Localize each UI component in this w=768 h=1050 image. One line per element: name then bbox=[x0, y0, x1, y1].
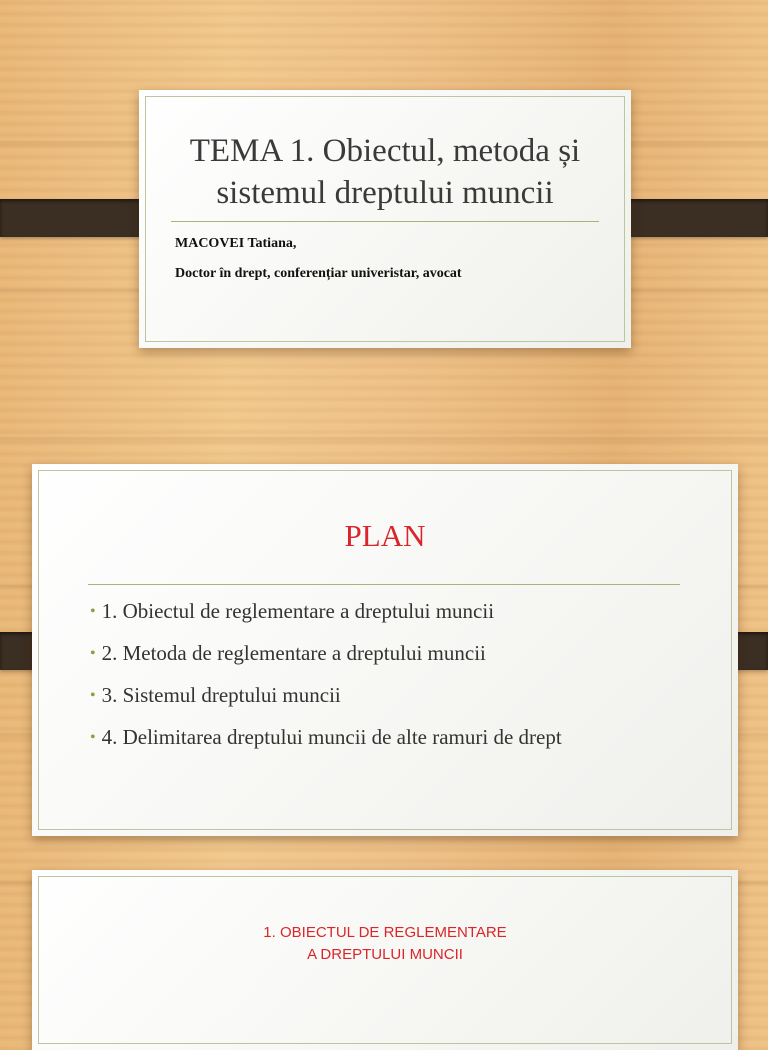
title-divider bbox=[171, 221, 599, 222]
title-line-1: TEMA 1. Obiectul, metoda și bbox=[189, 133, 581, 169]
strap-left-1 bbox=[0, 199, 154, 237]
heading-line-2: A DREPTULUI MUNCII bbox=[307, 946, 463, 963]
bullet-icon: • bbox=[90, 687, 96, 704]
plan-item-text: 2. Metoda de reglementare a dreptului muncii bbox=[101, 641, 486, 665]
section-heading bbox=[32, 922, 738, 966]
bullet-icon: • bbox=[90, 603, 96, 620]
heading-line-1: 1. OBIECTUL DE REGLEMENTARE bbox=[263, 924, 507, 941]
slide-title bbox=[159, 130, 611, 214]
plan-item bbox=[90, 638, 562, 680]
plan-title: PLAN bbox=[344, 518, 426, 553]
title-slide[interactable] bbox=[139, 90, 631, 348]
cut-off-text bbox=[80, 1016, 698, 1026]
plan-list bbox=[90, 596, 562, 764]
section-slide[interactable] bbox=[32, 870, 738, 1050]
bullet-icon: • bbox=[90, 645, 96, 662]
plan-item bbox=[90, 722, 562, 764]
plan-item bbox=[90, 596, 562, 638]
bullet-icon: • bbox=[90, 729, 96, 746]
plan-item-text: 3. Sistemul dreptului muncii bbox=[101, 683, 341, 707]
plan-item bbox=[90, 680, 562, 722]
author-role: Doctor în drept, conferențiar univeristar, avocat bbox=[175, 266, 462, 281]
plan-slide[interactable] bbox=[32, 464, 738, 836]
strap-right-1 bbox=[613, 199, 768, 237]
plan-item-text: 4. Delimitarea dreptului muncii de alte ramuri de drept bbox=[101, 725, 562, 749]
author-name: MACOVEI Tatiana, bbox=[175, 236, 297, 251]
plan-item-text: 1. Obiectul de reglementare a dreptului muncii bbox=[101, 599, 495, 623]
plan-divider bbox=[88, 584, 680, 585]
title-line-2: sistemul dreptului muncii bbox=[216, 175, 554, 211]
